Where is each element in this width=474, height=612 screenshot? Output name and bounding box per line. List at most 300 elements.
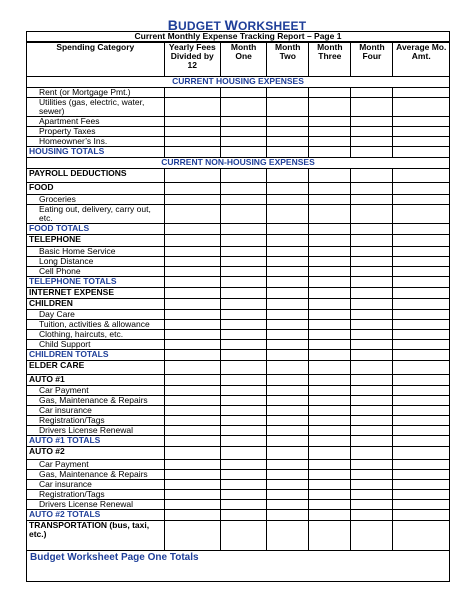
row-label: Property Taxes — [27, 127, 165, 137]
amount-cell[interactable] — [164, 447, 220, 460]
amount-cell[interactable] — [267, 480, 309, 490]
amount-cell[interactable] — [267, 88, 309, 98]
amount-cell[interactable] — [351, 350, 393, 361]
amount-cell[interactable] — [393, 330, 450, 340]
row-label: Utilities (gas, electric, water, sewer) — [27, 98, 165, 117]
header-month-three: Month Three — [309, 43, 351, 77]
amount-cell[interactable] — [221, 183, 267, 195]
amount-cell[interactable] — [393, 416, 450, 426]
row-label: HOUSING TOTALS — [27, 147, 165, 158]
amount-cell[interactable] — [309, 98, 351, 117]
amount-cell[interactable] — [393, 320, 450, 330]
table-row — [27, 416, 450, 426]
amount-cell[interactable] — [309, 470, 351, 480]
amount-cell[interactable] — [309, 447, 351, 460]
amount-cell[interactable] — [267, 350, 309, 361]
amount-cell[interactable] — [267, 288, 309, 299]
amount-cell[interactable] — [393, 310, 450, 320]
amount-cell[interactable] — [351, 183, 393, 195]
amount-cell[interactable] — [221, 350, 267, 361]
amount-cell[interactable] — [393, 510, 450, 521]
amount-cell[interactable] — [267, 320, 309, 330]
amount-cell[interactable] — [309, 375, 351, 386]
amount-cell[interactable] — [221, 169, 267, 183]
row-label: Car Payment — [27, 386, 165, 396]
amount-cell[interactable] — [393, 299, 450, 310]
amount-cell[interactable] — [221, 480, 267, 490]
amount-cell[interactable] — [164, 88, 220, 98]
amount-cell[interactable] — [164, 386, 220, 396]
amount-cell[interactable] — [267, 460, 309, 470]
amount-cell[interactable] — [309, 299, 351, 310]
amount-cell[interactable] — [393, 235, 450, 247]
amount-cell[interactable] — [267, 500, 309, 510]
amount-cell[interactable] — [164, 350, 220, 361]
amount-cell[interactable] — [164, 147, 220, 158]
amount-cell[interactable] — [221, 436, 267, 447]
amount-cell[interactable] — [351, 426, 393, 436]
amount-cell[interactable] — [164, 460, 220, 470]
table-row — [27, 375, 450, 386]
amount-cell[interactable] — [267, 375, 309, 386]
amount-cell[interactable] — [393, 490, 450, 500]
row-label: FOOD — [27, 183, 165, 195]
amount-cell[interactable] — [351, 205, 393, 224]
amount-cell[interactable] — [267, 117, 309, 127]
table-row — [27, 77, 450, 88]
table-row — [27, 137, 450, 147]
amount-cell[interactable] — [267, 127, 309, 137]
amount-cell[interactable] — [351, 195, 393, 205]
amount-cell[interactable] — [221, 310, 267, 320]
amount-cell[interactable] — [309, 195, 351, 205]
header-category: Spending Category — [27, 43, 165, 77]
amount-cell[interactable] — [221, 500, 267, 510]
amount-cell[interactable] — [267, 361, 309, 375]
table-row — [27, 183, 450, 195]
amount-cell[interactable] — [393, 447, 450, 460]
amount-cell[interactable] — [221, 117, 267, 127]
amount-cell[interactable] — [309, 340, 351, 350]
row-label: CHILDREN — [27, 299, 165, 310]
amount-cell[interactable] — [221, 470, 267, 480]
amount-cell[interactable] — [267, 310, 309, 320]
table-row — [27, 277, 450, 288]
header-month-one: Month One — [221, 43, 267, 77]
amount-cell[interactable] — [221, 426, 267, 436]
amount-cell[interactable] — [267, 224, 309, 235]
amount-cell[interactable] — [164, 521, 220, 551]
amount-cell[interactable] — [393, 288, 450, 299]
amount-cell[interactable] — [221, 257, 267, 267]
table-row — [27, 158, 450, 169]
amount-cell[interactable] — [267, 340, 309, 350]
amount-cell[interactable] — [267, 169, 309, 183]
amount-cell[interactable] — [351, 500, 393, 510]
expense-table — [26, 76, 450, 551]
amount-cell[interactable] — [267, 147, 309, 158]
amount-cell[interactable] — [393, 247, 450, 257]
amount-cell[interactable] — [221, 195, 267, 205]
amount-cell[interactable] — [309, 137, 351, 147]
amount-cell[interactable] — [309, 247, 351, 257]
amount-cell[interactable] — [393, 500, 450, 510]
table-row — [27, 460, 450, 470]
table-row — [27, 299, 450, 310]
amount-cell[interactable] — [351, 235, 393, 247]
amount-cell[interactable] — [164, 288, 220, 299]
amount-cell[interactable] — [351, 257, 393, 267]
amount-cell[interactable] — [393, 521, 450, 551]
table-row — [27, 247, 450, 257]
amount-cell[interactable] — [267, 137, 309, 147]
amount-cell[interactable] — [393, 277, 450, 288]
amount-cell[interactable] — [309, 361, 351, 375]
amount-cell[interactable] — [309, 460, 351, 470]
amount-cell[interactable] — [267, 510, 309, 521]
amount-cell[interactable] — [221, 521, 267, 551]
amount-cell[interactable] — [393, 386, 450, 396]
table-row — [27, 510, 450, 521]
amount-cell[interactable] — [393, 396, 450, 406]
amount-cell[interactable] — [351, 299, 393, 310]
amount-cell[interactable] — [351, 510, 393, 521]
amount-cell[interactable] — [309, 88, 351, 98]
amount-cell[interactable] — [221, 267, 267, 277]
amount-cell[interactable] — [221, 490, 267, 500]
amount-cell[interactable] — [267, 257, 309, 267]
row-label: Rent (or Mortgage Pmt.) — [27, 88, 165, 98]
amount-cell[interactable] — [267, 277, 309, 288]
amount-cell[interactable] — [393, 147, 450, 158]
amount-cell[interactable] — [267, 183, 309, 195]
amount-cell[interactable] — [309, 490, 351, 500]
amount-cell[interactable] — [393, 267, 450, 277]
row-label: Cell Phone — [27, 267, 165, 277]
amount-cell[interactable] — [221, 320, 267, 330]
row-label: Apartment Fees — [27, 117, 165, 127]
amount-cell[interactable] — [309, 426, 351, 436]
row-label: AUTO #2 — [27, 447, 165, 460]
amount-cell[interactable] — [221, 88, 267, 98]
amount-cell[interactable] — [309, 183, 351, 195]
amount-cell[interactable] — [393, 480, 450, 490]
amount-cell[interactable] — [164, 224, 220, 235]
amount-cell[interactable] — [309, 510, 351, 521]
header-average: Average Mo. Amt. — [393, 43, 450, 77]
title-initial-b: B — [167, 17, 179, 33]
amount-cell[interactable] — [351, 267, 393, 277]
table-row — [27, 235, 450, 247]
amount-cell[interactable] — [309, 500, 351, 510]
amount-cell[interactable] — [351, 460, 393, 470]
amount-cell[interactable] — [351, 310, 393, 320]
amount-cell[interactable] — [309, 267, 351, 277]
amount-cell[interactable] — [351, 117, 393, 127]
amount-cell[interactable] — [351, 137, 393, 147]
row-label: Groceries — [27, 195, 165, 205]
amount-cell[interactable] — [393, 195, 450, 205]
row-label: Gas, Maintenance & Repairs — [27, 470, 165, 480]
amount-cell[interactable] — [164, 480, 220, 490]
amount-cell[interactable] — [393, 205, 450, 224]
amount-cell[interactable] — [221, 510, 267, 521]
amount-cell[interactable] — [267, 98, 309, 117]
amount-cell[interactable] — [164, 436, 220, 447]
amount-cell[interactable] — [351, 386, 393, 396]
amount-cell[interactable] — [309, 205, 351, 224]
amount-cell[interactable] — [393, 350, 450, 361]
amount-cell[interactable] — [164, 235, 220, 247]
amount-cell[interactable] — [164, 340, 220, 350]
page-totals-label: Budget Worksheet Page One Totals — [30, 552, 199, 563]
amount-cell[interactable] — [221, 361, 267, 375]
amount-cell[interactable] — [267, 386, 309, 396]
amount-cell[interactable] — [393, 375, 450, 386]
amount-cell[interactable] — [351, 147, 393, 158]
amount-cell[interactable] — [221, 299, 267, 310]
amount-cell[interactable] — [221, 460, 267, 470]
table-row — [27, 147, 450, 158]
amount-cell[interactable] — [267, 406, 309, 416]
amount-cell[interactable] — [309, 277, 351, 288]
amount-cell[interactable] — [164, 396, 220, 406]
amount-cell[interactable] — [267, 195, 309, 205]
amount-cell[interactable] — [221, 137, 267, 147]
amount-cell[interactable] — [393, 127, 450, 137]
row-label: Homeowner’s Ins. — [27, 137, 165, 147]
table-row — [27, 361, 450, 375]
table-row — [27, 470, 450, 480]
amount-cell[interactable] — [393, 361, 450, 375]
amount-cell[interactable] — [309, 350, 351, 361]
amount-cell[interactable] — [164, 500, 220, 510]
amount-cell[interactable] — [351, 127, 393, 137]
table-row — [27, 117, 450, 127]
amount-cell[interactable] — [221, 205, 267, 224]
amount-cell[interactable] — [351, 447, 393, 460]
amount-cell[interactable] — [221, 375, 267, 386]
amount-cell[interactable] — [393, 436, 450, 447]
amount-cell[interactable] — [393, 169, 450, 183]
amount-cell[interactable] — [351, 361, 393, 375]
amount-cell[interactable] — [221, 247, 267, 257]
amount-cell[interactable] — [164, 426, 220, 436]
amount-cell[interactable] — [351, 490, 393, 500]
row-label: TELEPHONE TOTALS — [27, 277, 165, 288]
title-rest-2: ORKSHEET — [238, 19, 307, 33]
row-label: Car insurance — [27, 406, 165, 416]
amount-cell[interactable] — [164, 247, 220, 257]
table-row — [27, 350, 450, 361]
amount-cell[interactable] — [309, 235, 351, 247]
amount-cell[interactable] — [164, 169, 220, 183]
amount-cell[interactable] — [164, 117, 220, 127]
header-table — [26, 42, 450, 77]
row-label: CURRENT NON-HOUSING EXPENSES — [27, 158, 450, 169]
row-label: Child Support — [27, 340, 165, 350]
amount-cell[interactable] — [393, 117, 450, 127]
amount-cell[interactable] — [164, 267, 220, 277]
table-row — [27, 257, 450, 267]
amount-cell[interactable] — [351, 436, 393, 447]
table-row — [27, 480, 450, 490]
amount-cell[interactable] — [164, 510, 220, 521]
amount-cell[interactable] — [393, 406, 450, 416]
table-row — [27, 330, 450, 340]
amount-cell[interactable] — [351, 340, 393, 350]
amount-cell[interactable] — [267, 235, 309, 247]
amount-cell[interactable] — [164, 375, 220, 386]
amount-cell[interactable] — [393, 88, 450, 98]
amount-cell[interactable] — [164, 205, 220, 224]
amount-cell[interactable] — [164, 361, 220, 375]
amount-cell[interactable] — [221, 127, 267, 137]
amount-cell[interactable] — [393, 257, 450, 267]
amount-cell[interactable] — [164, 416, 220, 426]
amount-cell[interactable] — [221, 340, 267, 350]
amount-cell[interactable] — [267, 396, 309, 406]
amount-cell[interactable] — [393, 183, 450, 195]
row-label: Gas, Maintenance & Repairs — [27, 396, 165, 406]
amount-cell[interactable] — [309, 386, 351, 396]
amount-cell[interactable] — [267, 436, 309, 447]
row-label: AUTO #1 — [27, 375, 165, 386]
amount-cell[interactable] — [221, 447, 267, 460]
amount-cell[interactable] — [309, 224, 351, 235]
table-row — [27, 310, 450, 320]
amount-cell[interactable] — [164, 127, 220, 137]
amount-cell[interactable] — [351, 396, 393, 406]
amount-cell[interactable] — [164, 195, 220, 205]
amount-cell[interactable] — [267, 490, 309, 500]
amount-cell[interactable] — [393, 224, 450, 235]
amount-cell[interactable] — [221, 416, 267, 426]
amount-cell[interactable] — [164, 98, 220, 117]
amount-cell[interactable] — [393, 426, 450, 436]
amount-cell[interactable] — [351, 88, 393, 98]
amount-cell[interactable] — [267, 247, 309, 257]
amount-cell[interactable] — [351, 375, 393, 386]
amount-cell[interactable] — [164, 470, 220, 480]
amount-cell[interactable] — [267, 330, 309, 340]
amount-cell[interactable] — [351, 247, 393, 257]
amount-cell[interactable] — [164, 257, 220, 267]
amount-cell[interactable] — [351, 277, 393, 288]
amount-cell[interactable] — [351, 480, 393, 490]
amount-cell[interactable] — [164, 299, 220, 310]
amount-cell[interactable] — [267, 447, 309, 460]
amount-cell[interactable] — [309, 416, 351, 426]
row-label: Long Distance — [27, 257, 165, 267]
amount-cell[interactable] — [309, 147, 351, 158]
table-row — [27, 169, 450, 183]
amount-cell[interactable] — [351, 416, 393, 426]
amount-cell[interactable] — [164, 183, 220, 195]
amount-cell[interactable] — [351, 169, 393, 183]
amount-cell[interactable] — [309, 169, 351, 183]
amount-cell[interactable] — [351, 330, 393, 340]
amount-cell[interactable] — [351, 288, 393, 299]
amount-cell[interactable] — [393, 340, 450, 350]
amount-cell[interactable] — [164, 330, 220, 340]
row-label: Clothing, haircuts, etc. — [27, 330, 165, 340]
amount-cell[interactable] — [351, 224, 393, 235]
amount-cell[interactable] — [267, 416, 309, 426]
amount-cell[interactable] — [164, 137, 220, 147]
amount-cell[interactable] — [221, 277, 267, 288]
amount-cell[interactable] — [221, 147, 267, 158]
amount-cell[interactable] — [351, 470, 393, 480]
amount-cell[interactable] — [164, 277, 220, 288]
amount-cell[interactable] — [309, 320, 351, 330]
row-label: Day Care — [27, 310, 165, 320]
amount-cell[interactable] — [351, 406, 393, 416]
table-row — [27, 205, 450, 224]
amount-cell[interactable] — [351, 320, 393, 330]
amount-cell[interactable] — [309, 127, 351, 137]
amount-cell[interactable] — [309, 521, 351, 551]
amount-cell[interactable] — [309, 436, 351, 447]
amount-cell[interactable] — [221, 288, 267, 299]
row-label: TRANSPORTATION (bus, taxi, etc.) — [27, 521, 165, 551]
amount-cell[interactable] — [309, 310, 351, 320]
amount-cell[interactable] — [267, 426, 309, 436]
amount-cell[interactable] — [267, 470, 309, 480]
amount-cell[interactable] — [221, 386, 267, 396]
amount-cell[interactable] — [221, 98, 267, 117]
amount-cell[interactable] — [164, 490, 220, 500]
amount-cell[interactable] — [309, 396, 351, 406]
amount-cell[interactable] — [309, 288, 351, 299]
title-initial-w: W — [224, 17, 238, 33]
amount-cell[interactable] — [267, 267, 309, 277]
amount-cell[interactable] — [351, 98, 393, 117]
table-row — [27, 436, 450, 447]
amount-cell[interactable] — [393, 470, 450, 480]
amount-cell[interactable] — [309, 117, 351, 127]
amount-cell[interactable] — [267, 205, 309, 224]
amount-cell[interactable] — [309, 330, 351, 340]
table-row — [27, 490, 450, 500]
row-label: TELEPHONE — [27, 235, 165, 247]
amount-cell[interactable] — [309, 480, 351, 490]
row-label: Car Payment — [27, 460, 165, 470]
amount-cell[interactable] — [164, 310, 220, 320]
amount-cell[interactable] — [267, 521, 309, 551]
amount-cell[interactable] — [393, 98, 450, 117]
amount-cell[interactable] — [309, 406, 351, 416]
amount-cell[interactable] — [309, 257, 351, 267]
header-month-two: Month Two — [267, 43, 309, 77]
amount-cell[interactable] — [221, 406, 267, 416]
amount-cell[interactable] — [221, 330, 267, 340]
amount-cell[interactable] — [164, 320, 220, 330]
row-label: INTERNET EXPENSE — [27, 288, 165, 299]
row-label: CURRENT HOUSING EXPENSES — [27, 77, 450, 88]
amount-cell[interactable] — [267, 299, 309, 310]
table-row — [27, 88, 450, 98]
amount-cell[interactable] — [221, 396, 267, 406]
amount-cell[interactable] — [164, 406, 220, 416]
amount-cell[interactable] — [393, 460, 450, 470]
table-row — [27, 447, 450, 460]
row-label: ELDER CARE — [27, 361, 165, 375]
amount-cell[interactable] — [221, 224, 267, 235]
amount-cell[interactable] — [351, 521, 393, 551]
amount-cell[interactable] — [393, 137, 450, 147]
amount-cell[interactable] — [221, 235, 267, 247]
